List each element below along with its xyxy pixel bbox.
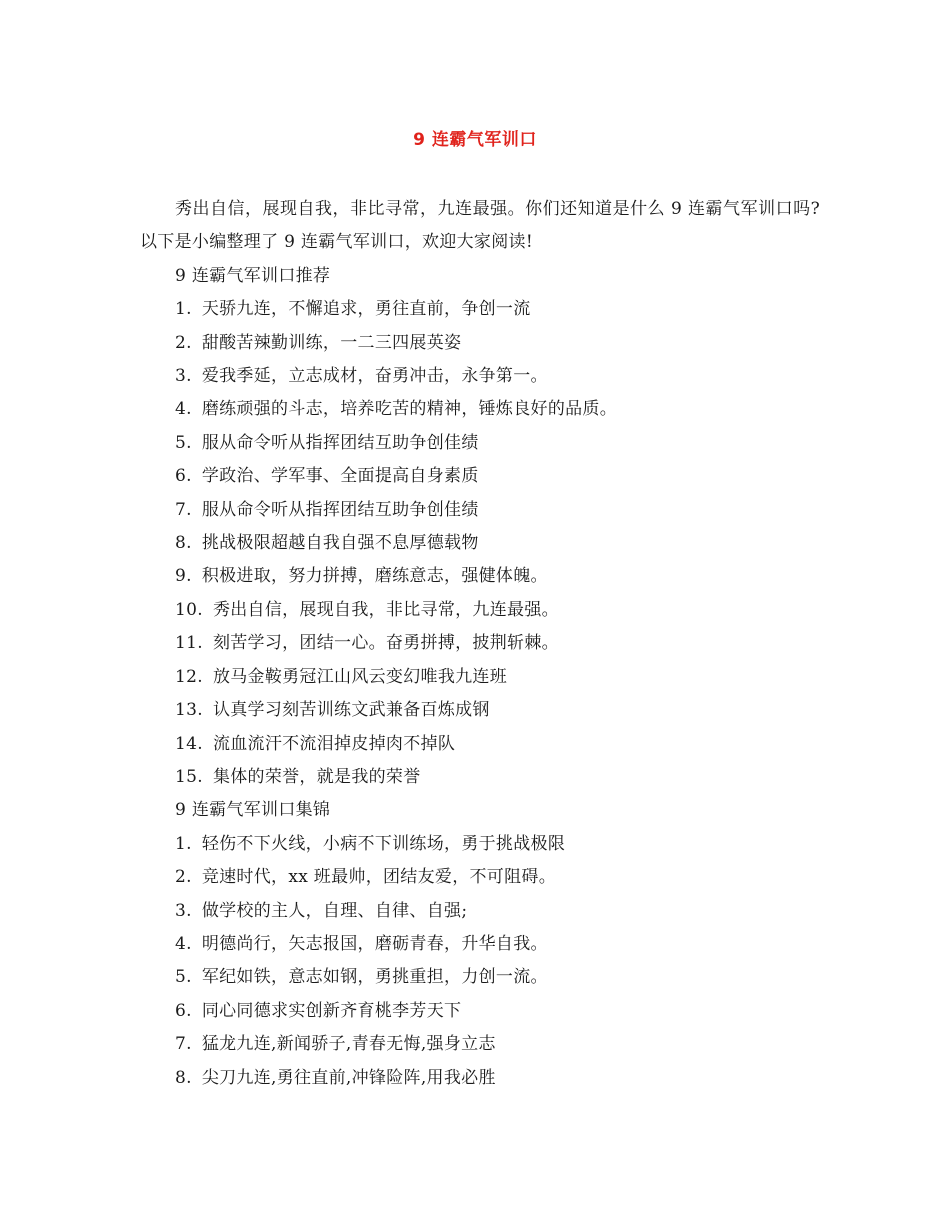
section-heading-collection: 9 连霸气军训口集锦 <box>175 800 331 821</box>
list-item <box>140 627 820 660</box>
list-item-number: 1. <box>175 299 192 320</box>
list-item-number: 7. <box>175 1034 192 1055</box>
list-item <box>140 761 820 794</box>
list-item-number: 8. <box>175 1067 192 1088</box>
list-item <box>140 327 820 360</box>
list-item-number: 6. <box>175 466 192 487</box>
list-item-text: 服从命令听从指挥团结互助争创佳绩 <box>201 499 479 520</box>
list-item-text: 同心同德求实创新齐育桃李芳天下 <box>201 1000 462 1021</box>
list-item-text: 刻苦学习，团结一心。奋勇拼搏，披荆斩棘。 <box>212 633 559 654</box>
list-item <box>140 293 820 326</box>
list-item-number: 9. <box>175 566 192 587</box>
list-item-text: 秀出自信，展现自我，非比寻常，九连最强。 <box>212 599 559 620</box>
list-item <box>140 1062 820 1095</box>
list-item-text: 爱我季延，立志成材，奋勇冲击，永争第一。 <box>201 366 548 387</box>
list-item-text: 轻伤不下火线，小病不下训练场，勇于挑战极限 <box>201 833 566 854</box>
list-item-text: 磨练顽强的斗志，培养吃苦的精神，锤炼良好的品质。 <box>201 399 618 420</box>
list-item <box>140 494 820 527</box>
list-item <box>140 393 820 426</box>
list-item <box>140 728 820 761</box>
list-item <box>140 895 820 928</box>
list-item-number: 10. <box>175 599 203 620</box>
list-item-text: 流血流汗不流泪掉皮掉肉不掉队 <box>212 733 456 754</box>
list-item-number: 7. <box>175 499 192 520</box>
list-item-number: 8. <box>175 533 192 554</box>
list-item-number: 3. <box>175 366 192 387</box>
list-item-number: 4. <box>175 933 192 954</box>
list-item-number: 14. <box>175 733 203 754</box>
list-item-number: 12. <box>175 666 203 687</box>
list-item-text: 集体的荣誉，就是我的荣誉 <box>212 766 421 787</box>
list-item-number: 13. <box>175 700 203 721</box>
list-item-number: 5. <box>175 432 192 453</box>
list-item <box>140 560 820 593</box>
intro-paragraph: 秀出自信，展现自我，非比寻常，九连最强。你们还知道是什么 9 连霸气军训口吗?以下是小编整理了 9 连霸气军训口，欢迎大家阅读! <box>140 199 820 253</box>
list-item-text: 认真学习刻苦训练文武兼备百炼成钢 <box>212 700 490 721</box>
list-item-text: 甜酸苦辣勤训练，一二三四展英姿 <box>201 332 462 353</box>
list-item-number: 11. <box>175 633 203 654</box>
list-item <box>140 661 820 694</box>
list-item-number: 15. <box>175 766 203 787</box>
list-item-text: 放马金鞍勇冠江山风云变幻唯我九连班 <box>212 666 508 687</box>
list-item-number: 3. <box>175 900 192 921</box>
list-item-text: 积极进取，努力拼搏，磨练意志，强健体魄。 <box>201 566 548 587</box>
list-item-text: 挑战极限超越自我自强不息厚德载物 <box>201 533 479 554</box>
list-item-number: 2. <box>175 332 192 353</box>
list-item <box>140 460 820 493</box>
list-item-number: 5. <box>175 967 192 988</box>
list-item <box>140 427 820 460</box>
list-item-text: 服从命令听从指挥团结互助争创佳绩 <box>201 432 479 453</box>
list-item-text: 军纪如铁，意志如钢，勇挑重担，力创一流。 <box>201 967 548 988</box>
list-item-text: 猛龙九连,新闻骄子,青春无悔,强身立志 <box>201 1034 496 1055</box>
list-item <box>140 527 820 560</box>
list-item <box>140 360 820 393</box>
list-item-text: 明德尚行，矢志报国，磨砺青春，升华自我。 <box>201 933 548 954</box>
list-item <box>140 928 820 961</box>
list-item-text: 学政治、学军事、全面提高自身素质 <box>201 466 479 487</box>
list-item-text: 做学校的主人，自理、自律、自强; <box>201 900 468 921</box>
list-item <box>140 995 820 1028</box>
list-item-number: 2. <box>175 867 192 888</box>
list-item <box>140 594 820 627</box>
list-item <box>140 694 820 727</box>
list-item-text: 天骄九连，不懈追求，勇往直前，争创一流 <box>201 299 531 320</box>
section-heading-recommend: 9 连霸气军训口推荐 <box>175 265 331 286</box>
document-title: 9 连霸气军训口 <box>413 130 537 150</box>
list-item <box>140 961 820 994</box>
list-item-number: 6. <box>175 1000 192 1021</box>
list-item <box>140 1028 820 1061</box>
list-item-number: 4. <box>175 399 192 420</box>
document-body <box>140 193 820 1095</box>
list-item-text: 尖刀九连,勇往直前,冲锋险阵,用我必胜 <box>201 1067 496 1088</box>
list-item <box>140 828 820 861</box>
list-item-number: 1. <box>175 833 192 854</box>
list-item-text: 竞速时代，xx 班最帅，团结友爱，不可阻碍。 <box>201 867 557 888</box>
list-item <box>140 861 820 894</box>
